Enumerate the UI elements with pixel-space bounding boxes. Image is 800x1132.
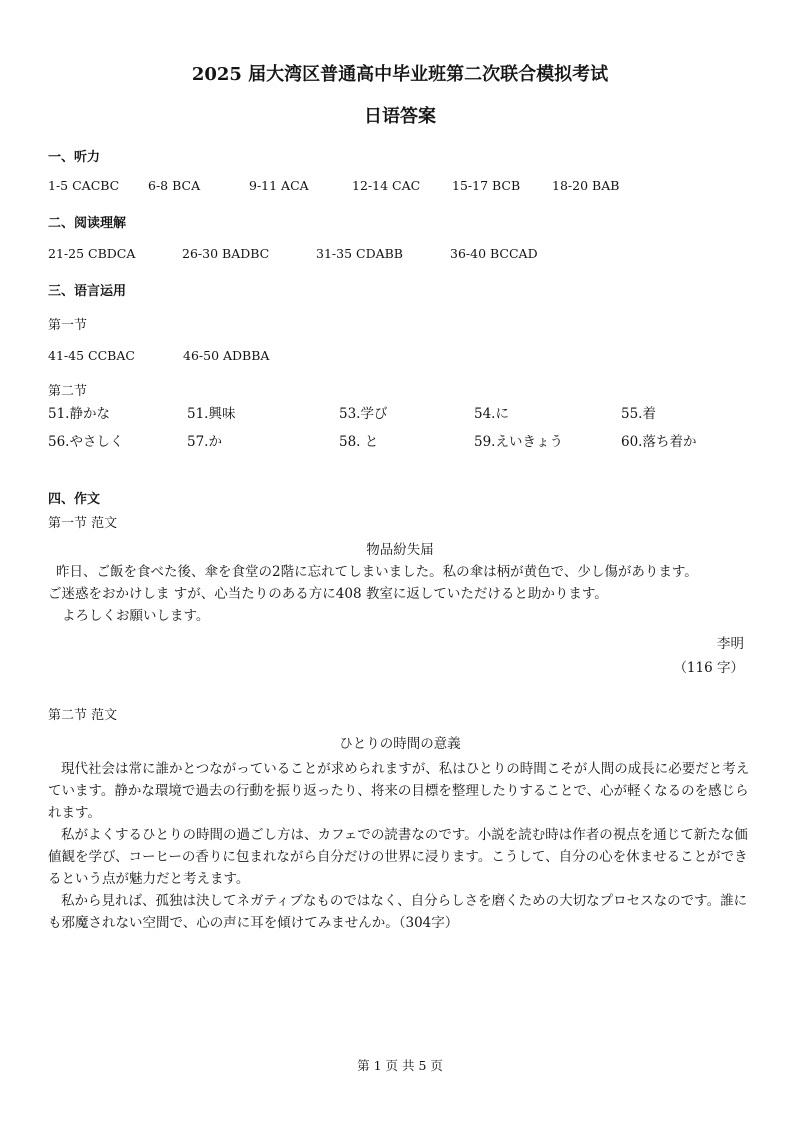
answer-item: 36-40 BCCAD <box>450 246 538 261</box>
subsection-heading: 第二节 <box>48 384 88 399</box>
answer-item: 55.着 <box>621 406 656 422</box>
essay-body <box>48 561 760 627</box>
answer-item: 58. と <box>339 434 379 450</box>
answer-item: 56.やさしく <box>48 434 124 450</box>
essay-line: よろしくお願いします。 <box>62 608 210 624</box>
section-heading-writing: 四、作文 <box>48 492 101 507</box>
section-heading-reading: 二、阅读理解 <box>48 216 127 231</box>
essay-title: 物品紛失届 <box>366 542 434 558</box>
page-subtitle: 日语答案 <box>364 106 436 127</box>
answer-item: 46-50 ADBBA <box>183 348 270 363</box>
word-count: （116 字） <box>673 660 744 676</box>
section-heading-listening: 一、听力 <box>48 150 101 165</box>
subsection-heading: 第一节 <box>48 318 88 333</box>
answer-item: 51.興味 <box>187 406 236 422</box>
subsection-heading: 第二节 范文 <box>48 708 118 723</box>
answer-item: 41-45 CCBAC <box>48 348 135 363</box>
answer-item: 15-17 BCB <box>452 178 521 193</box>
answer-item: 51.静かな <box>48 406 110 422</box>
essay-paragraph: 私がよくするひとりの時間の過ごし方は、カフェでの読書なのです。小説を読む時は作者の視点を通じて新たな価値観を学び、コーヒーの香りに包まれながら自分だけの世界に浸ります。こうして、自分の心を休ませることができるという点が魅力だと考えます。 <box>48 827 748 887</box>
answer-item: 6-8 BCA <box>148 178 201 193</box>
answer-item: 57.か <box>187 434 222 450</box>
subsection-heading: 第一节 范文 <box>48 516 118 531</box>
essay-title: ひとりの時間の意義 <box>339 736 461 752</box>
answer-item: 31-35 CDABB <box>316 246 403 261</box>
answer-item: 53.学び <box>339 406 388 422</box>
page-title: 2025 届大湾区普通高中毕业班第二次联合模拟考试 <box>191 64 609 85</box>
essay-body <box>48 758 752 934</box>
page-footer: 第 1 页 共 5 页 <box>357 1058 443 1073</box>
answer-item: 59.えいきょう <box>474 434 563 450</box>
answer-item: 18-20 BAB <box>552 178 620 193</box>
essay-line: ご迷惑をおかけしま すが、心当たりのある方に408 教室に返していただけると助かります。 <box>48 586 608 602</box>
essay-paragraph: 現代社会は常に誰かとつながっていることが求められますが、私はひとりの時間こそが人間の成長に必要だと考えています。静かな環境で過去の行動を振り返ったり、将来の目標を整理したりすることで、心が軽くなるのを感じられます。 <box>48 761 750 821</box>
answer-item: 12-14 CAC <box>352 178 421 193</box>
answer-item: 60.落ち着か <box>621 434 697 450</box>
essay-signature: 李明 <box>717 636 744 652</box>
section-heading-language-use: 三、语言运用 <box>48 284 127 299</box>
essay-line: 昨日、ご飯を食べた後、傘を食堂の2階に忘れてしまいました。私の傘は柄が黄色で、少し傷があります。 <box>56 564 698 580</box>
answer-item: 54.に <box>474 406 509 422</box>
answer-item: 26-30 BADBC <box>182 246 270 261</box>
essay-paragraph: 私から見れば、孤独は決してネガティブなものではなく、自分らしさを磨くための大切なプロセスなのです。誰にも邪魔されない空間で、心の声に耳を傾けてみませんか。（304字） <box>48 893 748 931</box>
answer-item: 1-5 CACBC <box>48 178 120 193</box>
answer-item: 9-11 ACA <box>249 178 309 193</box>
answer-item: 21-25 CBDCA <box>48 246 136 261</box>
